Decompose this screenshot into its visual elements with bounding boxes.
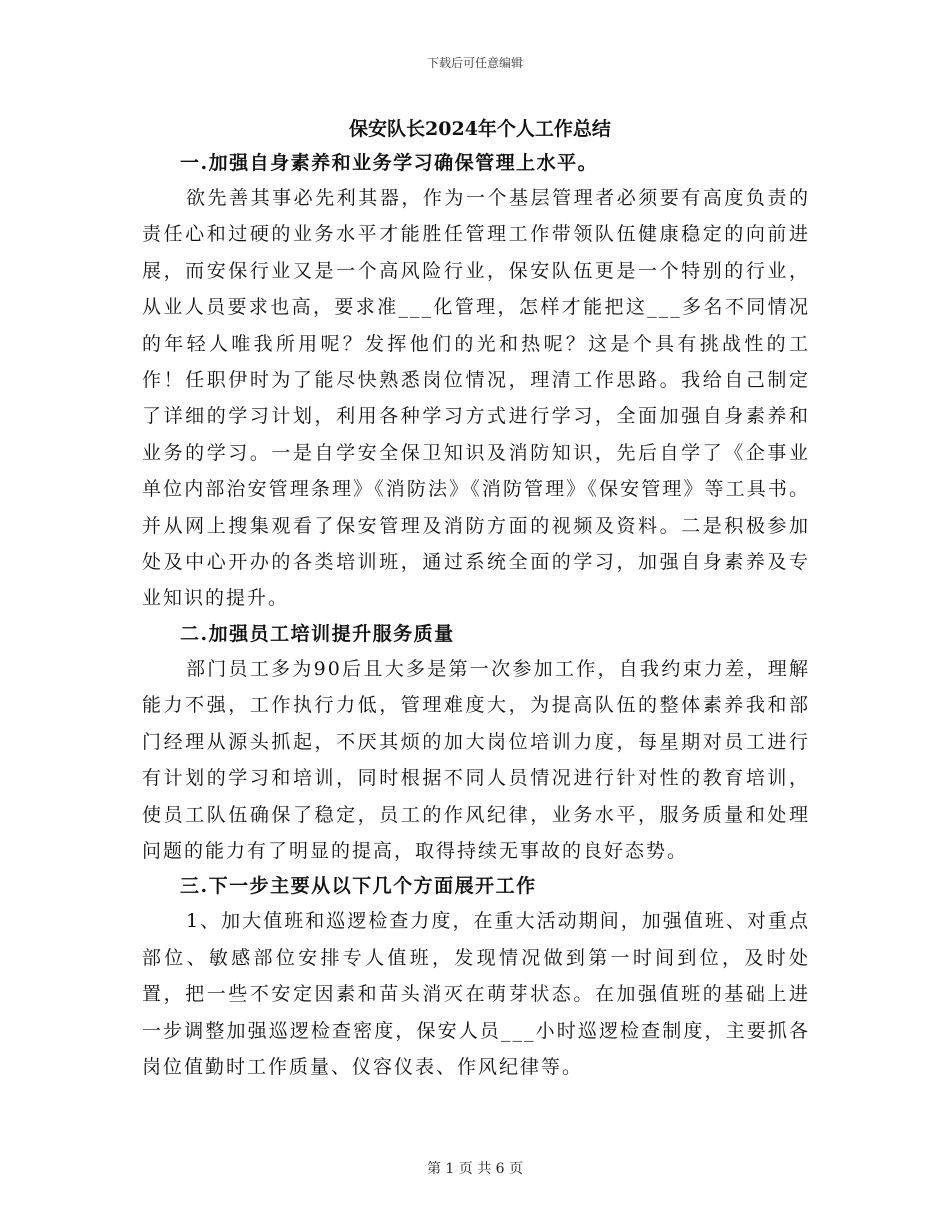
section-2-paragraph: 部门员工多为90后且大多是第一次参加工作，自我约束力差，理解能力不强，工作执行力低，管理难度大，为提高队伍的整体素养我和部门经理从源头抓起，不厌其烦的加大岗位培训力度，每星期对员工进行有计划的学习和培训，同时根据不同人员情况进行针对性的教育培训，使员工队伍确保了稳定，员工的作风纪律，业务水平，服务质量和处理问题的能力有了明显的提高，取得持续无事故的良好态势。: [142, 657, 810, 862]
section-1-paragraph: 欲先善其事必先利其器，作为一个基层管理者必须要有高度负责的责任心和过硬的业务水平才能胜任管理工作带领队伍健康稳定的向前进展，而安保行业又是一个高风险行业，保安队伍更是一个特别的行业，从业人员要求也高，要求准___化管理，怎样才能把这___多名不同情况的年轻人唯我所用呢？发挥他们的光和热呢？这是个具有挑战性的工作！任职伊时为了能尽快熟悉岗位情况，理清工作思路。我给自己制定了详细的学习计划，利用各种学习方式进行学习，全面加强自身素养和业务的学习。一是自学安全保卫知识及消防知识，先后自学了《企事业单位内部治安管理条理》《消防法》《消防管理》《保安管理》等工具书。并从网上搜集观看了保安管理及消防方面的视频及资料。二是积极参加处及中心开办的各类培训班，通过系统全面的学习，加强自身素养及专业知识的提升。: [142, 187, 810, 610]
section-heading-3: 三.下一步主要从以下几个方面展开工作: [180, 875, 537, 898]
page-header-note: 下载后可任意编辑: [426, 56, 523, 70]
section-heading-1: 一.加强自身素养和业务学习确保管理上水平。: [180, 152, 599, 174]
section-3-paragraph: 1、加大值班和巡逻检查力度，在重大活动期间，加强值班、对重点部位、敏感部位安排专人值班，发现情况做到第一时间到位，及时处置，把一些不安定因素和苗头消灭在萌芽状态。在加强值班的基础上进一步调整加强巡逻检查密度，保安人员___小时巡逻检查制度，主要抓各岗位值勤时工作质量、仪容仪表、作风纪律等。: [142, 910, 810, 1078]
document-body: [142, 112, 810, 1085]
section-heading-2: 二.加强员工培训提升服务质量: [180, 622, 455, 645]
document-title: 保安队长2024年个人工作总结: [349, 118, 611, 140]
page-number-footer: 第 1 页 共 6 页: [426, 1161, 524, 1177]
